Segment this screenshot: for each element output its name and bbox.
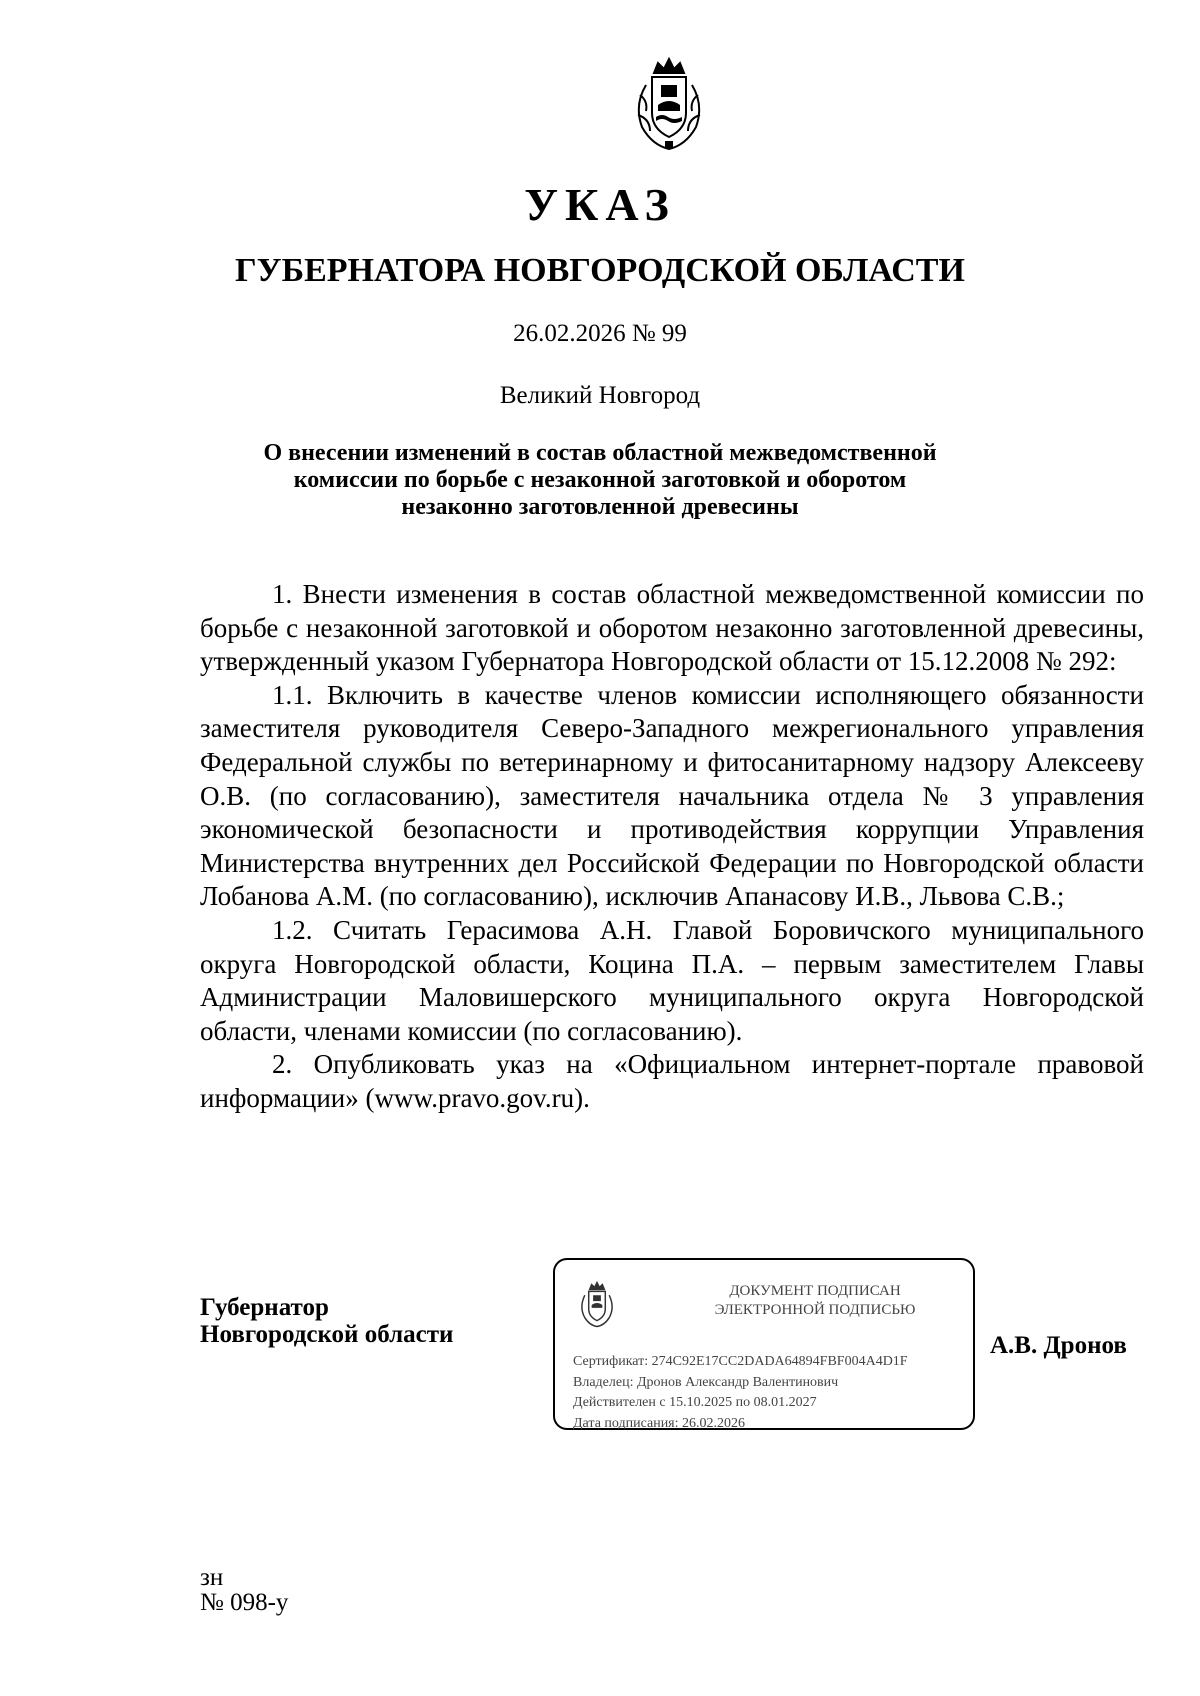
stamp-title-line: ДОКУМЕНТ ПОДПИСАН bbox=[729, 1283, 901, 1299]
stamp-signed-date: Дата подписания: 26.02.2026 bbox=[573, 1415, 746, 1431]
stamp-owner: Владелец: Дронов Александр Валентинович bbox=[573, 1374, 839, 1390]
position-line: Губернатор bbox=[200, 1294, 329, 1321]
stamp-title bbox=[665, 1282, 965, 1320]
stamp-validity: Действителен с 15.10.2025 по 08.01.2027 bbox=[573, 1395, 817, 1410]
footer-initials: зн bbox=[200, 1564, 224, 1591]
subject-line: О внесении изменений в состав областной межведомственной bbox=[263, 440, 937, 466]
body-paragraph-1: 1. Внести изменения в состав областной межведомственной комиссии по борьбе с незаконной заготовкой и оборотом незаконно заготовленной древесины, утвержденный указом Губернатора Новгородской области от 15.12.2008 № 292: bbox=[200, 579, 1144, 677]
subject-line: комиссии по борьбе с незаконной заготовкой и оборотом bbox=[293, 467, 907, 493]
footer-number: № 098-у bbox=[200, 1589, 289, 1616]
body-paragraph-1-1: 1.1. Включить в качестве членов комиссии исполняющего обязанности заместителя руководителя Северо-Западного межрегионального управления Федеральной службы по ветеринарному и фитосанитарному надзору Алексееву О.В. (по согласованию), заместителя начальника отдела № 3 управления экономической безопасности и противодействия коррупции Управления Министерства внутренних дел Российской Федерации по Новгородской области Лобанова А.М. (по согласованию), исключив Апанасову И.В., Львова С.В.; bbox=[200, 679, 1144, 912]
signatory-name: А.В. Дронов bbox=[990, 1332, 1127, 1359]
stamp-emblem-icon bbox=[577, 1280, 617, 1330]
stamp-certificate: Сертификат: 274C92E17CC2DADA64894FBF004A4D1F bbox=[573, 1354, 908, 1369]
document-type-heading: УКАЗ bbox=[524, 179, 676, 230]
city: Великий Новгород bbox=[499, 382, 701, 409]
issuer-heading: ГУБЕРНАТОРА НОВГОРОДСКОЙ ОБЛАСТИ bbox=[235, 252, 965, 289]
electronic-signature-stamp bbox=[553, 1258, 975, 1430]
coat-of-arms-emblem bbox=[628, 55, 710, 155]
decree-body bbox=[200, 578, 1144, 1116]
stamp-details bbox=[573, 1352, 908, 1434]
stamp-title-line: ЭЛЕКТРОННОЙ ПОДПИСЬЮ bbox=[714, 1302, 916, 1318]
signatory-position bbox=[200, 1294, 453, 1348]
decree-subject bbox=[0, 440, 1200, 521]
body-paragraph-2: 2. Опубликовать указ на «Официальном интернет-портале правовой информации» (www.pravo.gov.ru). bbox=[200, 1049, 1144, 1113]
position-line: Новгородской области bbox=[200, 1321, 454, 1348]
body-paragraph-1-2: 1.2. Считать Герасимова А.Н. Главой Боровичского муниципального округа Новгородской области, Коцина П.А. – первым заместителем Главы Администрации Маловишерского муниципального округа Новгородской области, членами комиссии (по согласованию). bbox=[200, 914, 1144, 1046]
footer-reference bbox=[200, 1565, 288, 1615]
subject-line: незаконно заготовленной древесины bbox=[401, 494, 799, 520]
date-number: 26.02.2026 № 99 bbox=[513, 320, 687, 347]
